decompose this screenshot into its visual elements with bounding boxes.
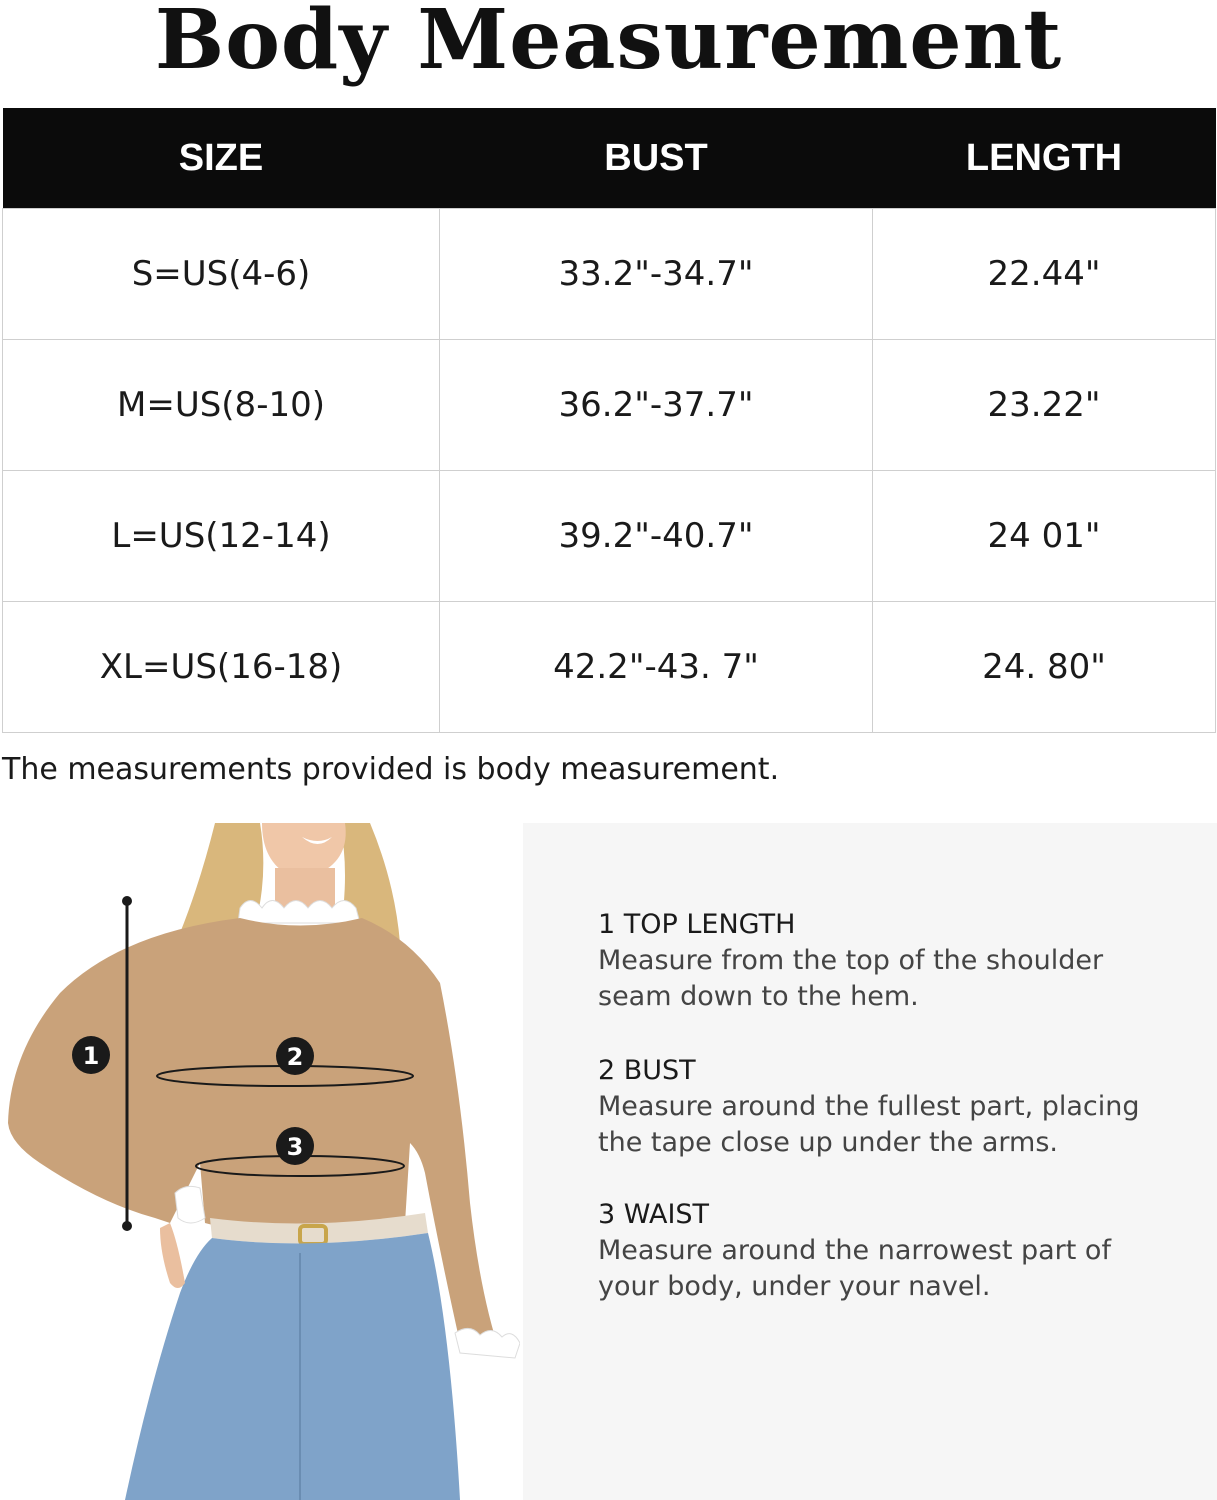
size-cell: XL=US(16-18) [3, 602, 440, 733]
header-length: LENGTH [873, 108, 1216, 209]
table-row [3, 602, 1216, 733]
step-waist [598, 1197, 1198, 1305]
right-cuff [455, 1328, 520, 1358]
length-line-bottom-dot [122, 1221, 132, 1231]
marker-3 [276, 1127, 314, 1165]
left-cuff [175, 1186, 205, 1223]
step-title: 1 TOP LENGTH [598, 909, 796, 940]
step-description-line: Measure around the fullest part, placing [598, 1091, 1140, 1122]
step-title: 2 BUST [598, 1055, 696, 1086]
size-chart-table [2, 108, 1216, 733]
marker-2 [276, 1037, 314, 1075]
step-description-line: Measure from the top of the shoulder [598, 945, 1104, 976]
step-description-line: the tape close up under the arms. [598, 1127, 1058, 1158]
bust-cell: 36.2"-37.7" [440, 340, 873, 471]
bust-cell: 42.2"-43. 7" [440, 602, 873, 733]
length-line-top-dot [122, 896, 132, 906]
step-description-line: your body, under your navel. [598, 1271, 991, 1302]
size-cell: L=US(12-14) [3, 471, 440, 602]
model-illustration [0, 823, 520, 1500]
size-cell: M=US(8-10) [3, 340, 440, 471]
table-row [3, 340, 1216, 471]
header-bust: BUST [440, 108, 873, 209]
length-cell: 22.44" [873, 209, 1216, 340]
size-cell: S=US(4-6) [3, 209, 440, 340]
length-cell: 24 01" [873, 471, 1216, 602]
table-header-row [3, 108, 1216, 209]
model-figure [0, 823, 520, 1500]
measurement-instructions [523, 823, 1217, 1500]
bust-cell: 33.2"-34.7" [440, 209, 873, 340]
length-cell: 24. 80" [873, 602, 1216, 733]
marker-3-label: 3 [286, 1133, 304, 1161]
hand [160, 1223, 185, 1288]
page-title: Body Measurement [154, 0, 1063, 88]
marker-1-label: 1 [82, 1042, 100, 1070]
marker-1 [72, 1036, 110, 1074]
ruffle-collar [238, 901, 360, 924]
table-row [3, 209, 1216, 340]
table-row [3, 471, 1216, 602]
measurement-note: The measurements provided is body measurement. [2, 752, 780, 787]
length-cell: 23.22" [873, 340, 1216, 471]
header-size: SIZE [3, 108, 440, 209]
step-description-line: Measure around the narrowest part of [598, 1235, 1111, 1266]
step-bust [598, 1053, 1198, 1161]
bust-cell: 39.2"-40.7" [440, 471, 873, 602]
step-description-line: seam down to the hem. [598, 981, 919, 1012]
step-top-length [598, 907, 1198, 1015]
marker-2-label: 2 [286, 1043, 304, 1071]
step-title: 3 WAIST [598, 1199, 710, 1230]
